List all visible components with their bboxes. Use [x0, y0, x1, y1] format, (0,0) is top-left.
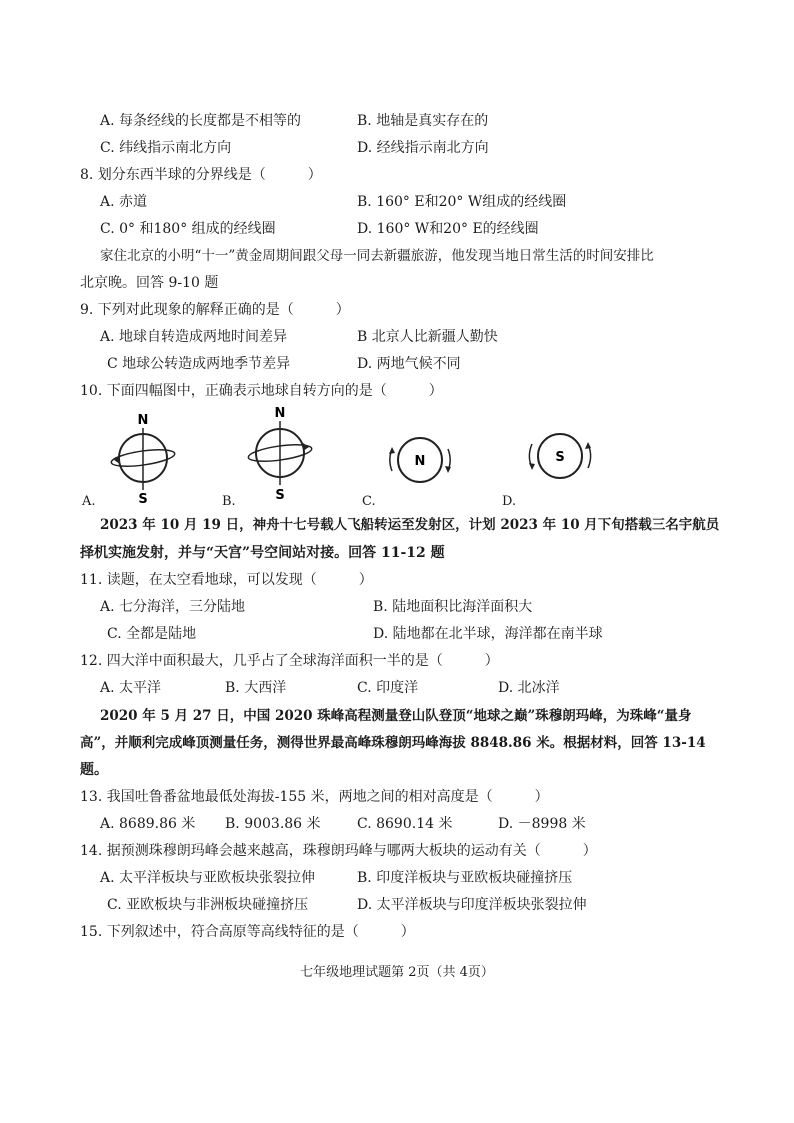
q8-option-c: C. 0° 和180° 组成的经线圈: [100, 221, 276, 237]
q10-figure-d: [520, 420, 600, 495]
q14-option-c: C. 亚欧板块与非洲板块碰撞挤压: [107, 897, 309, 913]
q9-option-b: B 北京人比新疆人勤快: [357, 329, 498, 345]
passage3-line2: 高”，并顺利完成峰顶测量任务，测得世界最高峰珠穆朗玛峰海拔 8848.86 米。根据材料，回答 13-14: [80, 735, 706, 751]
q12-option-d: D. 北冰洋: [498, 680, 560, 696]
q14-stem: 14. 据预测珠穆朗玛峰会越来越高，珠穆朗玛峰与哪两大板块的运动有关（ ）: [80, 843, 597, 859]
q9-stem: 9. 下列对此现象的解释正确的是（ ）: [80, 302, 350, 318]
q10-stem: 10. 下面四幅图中，正确表示地球自转方向的是（ ）: [80, 383, 443, 399]
q9-option-d: D. 两地气候不同: [357, 356, 461, 372]
q10-figure-a: [103, 410, 183, 506]
q14-option-b: B. 印度洋板块与亚欧板块碰撞挤压: [357, 870, 573, 886]
q7-option-c: C. 纬线指示南北方向: [100, 140, 232, 156]
figure-a-north-label: N: [137, 413, 149, 428]
q12-option-b: B. 大西洋: [225, 680, 287, 696]
q12-option-a: A. 太平洋: [100, 680, 162, 696]
q10-figure-a-label: A.: [82, 494, 96, 509]
q10-figure-b: [240, 403, 320, 503]
q11-option-a: A. 七分海洋，三分陆地: [100, 599, 246, 615]
q10-figure-d-label: D.: [502, 494, 517, 509]
q8-option-b: B. 160° E和20° W组成的经线圈: [357, 194, 567, 210]
q9-option-a: A. 地球自转造成两地时间差异: [100, 329, 288, 345]
q12-stem: 12. 四大洋中面积最大，几乎占了全球海洋面积一半的是（ ）: [80, 653, 499, 669]
q11-option-d: D. 陆地都在北半球，海洋都在南半球: [373, 626, 603, 642]
q14-option-d: D. 太平洋板块与印度洋板块张裂拉伸: [357, 897, 587, 913]
q10-figure-b-label: B.: [222, 494, 236, 509]
q11-option-b: B. 陆地面积比海洋面积大: [373, 599, 533, 615]
q9-option-c: C 地球公转造成两地季节差异: [107, 356, 291, 372]
q13-option-d: D. －8998 米: [498, 816, 586, 832]
page-footer: 七年级地理试题第 2页（共 4页）: [300, 965, 494, 980]
q10-figure-c: [380, 427, 460, 497]
figure-b-north-label: N: [274, 406, 286, 421]
q7-option-a: A. 每条经线的长度都是不相等的: [100, 113, 302, 129]
q13-option-c: C. 8690.14 米: [357, 816, 453, 832]
passage3-line1: 2020 年 5 月 27 日，中国 2020 珠峰高程测量登山队登顶“地球之巅”珠穆朗玛峰，为珠峰“量身: [100, 708, 692, 724]
q11-option-c: C. 全都是陆地: [107, 626, 197, 642]
q7-option-d: D. 经线指示南北方向: [357, 140, 489, 156]
q12-option-c: C. 印度洋: [357, 680, 419, 696]
q13-stem: 13. 我国吐鲁番盆地最低处海拔-155 米，两地之间的相对高度是（ ）: [80, 789, 549, 805]
q7-option-b: B. 地轴是真实存在的: [357, 113, 489, 129]
figure-a-south-label: S: [138, 492, 148, 506]
q13-option-a: A. 8689.86 米: [100, 816, 196, 832]
q8-option-a: A. 赤道: [100, 194, 148, 210]
q15-stem: 15. 下列叙述中，符合高原等高线特征的是（ ）: [80, 924, 415, 940]
figure-d-center-label: S: [555, 450, 565, 465]
figure-b-south-label: S: [275, 488, 285, 503]
passage1-line2: 北京晚。回答 9-10 题: [80, 275, 219, 291]
q8-stem: 8. 划分东西半球的分界线是（ ）: [80, 167, 322, 183]
passage2-line1: 2023 年 10 月 19 日，神舟十七号载人飞船转运至发射区，计划 2023 年 10 月下旬搭载三名宇航员: [100, 517, 720, 533]
passage3-line3: 题。: [80, 762, 108, 778]
q14-option-a: A. 太平洋板块与亚欧板块张裂拉伸: [100, 870, 316, 886]
q8-option-d: D. 160° W和20° E的经线圈: [357, 221, 539, 237]
figure-c-center-label: N: [414, 454, 426, 469]
q10-figure-c-label: C.: [362, 494, 376, 509]
passage1-line1: 家住北京的小明“十一”黄金周期间跟父母一同去新疆旅游，他发现当地日常生活的时间安排比: [100, 248, 654, 264]
q11-stem: 11. 读题，在太空看地球，可以发现（ ）: [80, 572, 373, 588]
passage2-line2: 择机实施发射，并与“天宫”号空间站对接。回答 11-12 题: [80, 545, 445, 561]
q13-option-b: B. 9003.86 米: [225, 816, 321, 832]
